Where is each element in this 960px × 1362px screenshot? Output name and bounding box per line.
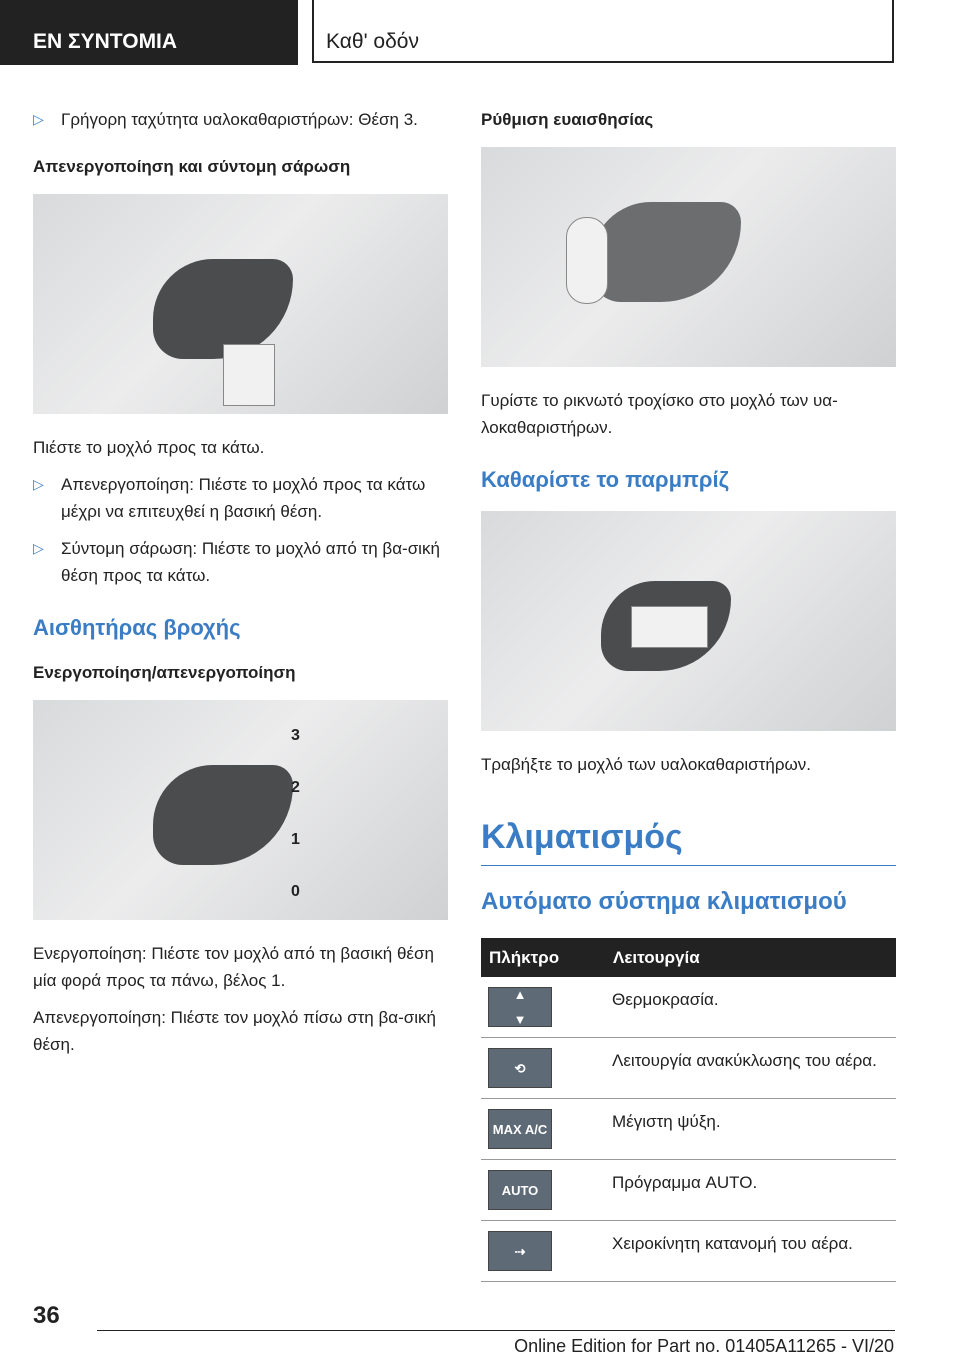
right-column xyxy=(481,106,896,1282)
auto-icon: AUTO xyxy=(488,1170,552,1210)
heading-climate: Κλιματισμός xyxy=(481,818,896,866)
heading-automatic-climate: Αυτόματο σύστημα κλιματισμού xyxy=(481,888,847,915)
heading-deactivate-short-wipe: Απενεργοποίηση και σύντομη σάρωση xyxy=(33,157,351,176)
col-function: Λειτουργία xyxy=(605,938,896,977)
wiper-lever-icon xyxy=(153,765,293,865)
section-tab xyxy=(0,0,298,65)
position-label-2: 2 xyxy=(291,779,300,796)
arrow-down-icon xyxy=(223,344,275,406)
rotate-arrow-icon xyxy=(566,217,608,304)
triangle-bullet-icon: ▷ xyxy=(33,111,44,127)
heading-rain-sensor: Αισθητήρας βροχής xyxy=(33,615,241,640)
table-row: ▲ ▼ Θερμοκρασία. xyxy=(481,977,896,1038)
position-labels xyxy=(291,710,300,918)
arrow-left-icon xyxy=(631,606,708,648)
position-label-1: 1 xyxy=(291,831,300,848)
table-row: ⟲ Λειτουργία ανακύκλωσης του αέρα. xyxy=(481,1038,896,1099)
heading-activation: Ενεργοποίηση/απενεργοποίηση xyxy=(33,663,296,682)
position-label-3: 3 xyxy=(291,727,300,744)
chapter-tab xyxy=(312,0,894,63)
figure-lever-pull xyxy=(481,511,896,731)
table-row: MAX A/C Μέγιστη ψύξη. xyxy=(481,1099,896,1160)
edition-footer: Online Edition for Part no. 01405A11265 - VI/20 xyxy=(514,1336,894,1356)
bullet-deactivation: ▷ Απενεργοποίηση: Πιέστε το μοχλό προς τα κάτω μέχρι να επιτευχθεί η βασική θέση. xyxy=(33,471,448,525)
heading-clean-windshield: Καθαρίστε το παρμπρίζ xyxy=(481,467,729,492)
recirculation-car-icon: ⟲ xyxy=(488,1048,552,1088)
chapter-title: Καθ' οδόν xyxy=(326,30,419,53)
para-deactivation: Απενεργοποίηση: Πιέστε τον μοχλό πίσω στη βα-σική θέση. xyxy=(33,1008,436,1054)
bullet-fast-speed: ▷ Γρήγορη ταχύτητα υαλοκαθαριστήρων: Θέση 3. xyxy=(33,106,448,133)
section-title: ΕΝ ΣΥΝΤΟΜΙΑ xyxy=(33,30,178,53)
bullet-short-wipe: ▷ Σύντομη σάρωση: Πιέστε το μοχλό από τη βα-σική θέση προς τα κάτω. xyxy=(33,535,448,589)
caption-press-down: Πιέστε το μοχλό προς τα κάτω. xyxy=(33,438,265,457)
figure-lever-positions xyxy=(33,700,448,920)
caption-turn-wheel: Γυρίστε το ρικνωτό τροχίσκο στο μοχλό των υα-λοκαθαριστήρων. xyxy=(481,391,838,437)
heading-sensitivity: Ρύθμιση ευαισθησίας xyxy=(481,110,654,129)
climate-buttons-table xyxy=(481,938,896,1282)
triangle-bullet-icon: ▷ xyxy=(33,476,44,492)
left-column xyxy=(33,106,448,1068)
col-key: Πλήκτρο xyxy=(481,938,605,977)
triangle-bullet-icon: ▷ xyxy=(33,540,44,556)
para-activation: Ενεργοποίηση: Πιέστε τον μοχλό από τη βασική θέση μία φορά προς τα πάνω, βέλος 1. xyxy=(33,944,434,990)
table-row: AUTO Πρόγραμμα AUTO. xyxy=(481,1160,896,1221)
page-number: 36 xyxy=(33,1302,60,1329)
wiper-lever-icon xyxy=(591,202,741,302)
max-ac-icon: MAX A/C xyxy=(488,1109,552,1149)
position-label-0: 0 xyxy=(291,883,300,900)
figure-knurled-wheel xyxy=(481,147,896,367)
temperature-arrows-icon: ▲ ▼ xyxy=(488,987,552,1027)
manual-air-distribution-icon: ⇢ xyxy=(488,1231,552,1271)
footer-divider xyxy=(97,1330,895,1331)
figure-lever-down xyxy=(33,194,448,414)
caption-pull-lever: Τραβήξτε το μοχλό των υαλοκαθαριστήρων. xyxy=(481,755,812,774)
table-header xyxy=(481,938,896,977)
table-row: ⇢ Χειροκίνητη κατανομή του αέρα. xyxy=(481,1221,896,1282)
